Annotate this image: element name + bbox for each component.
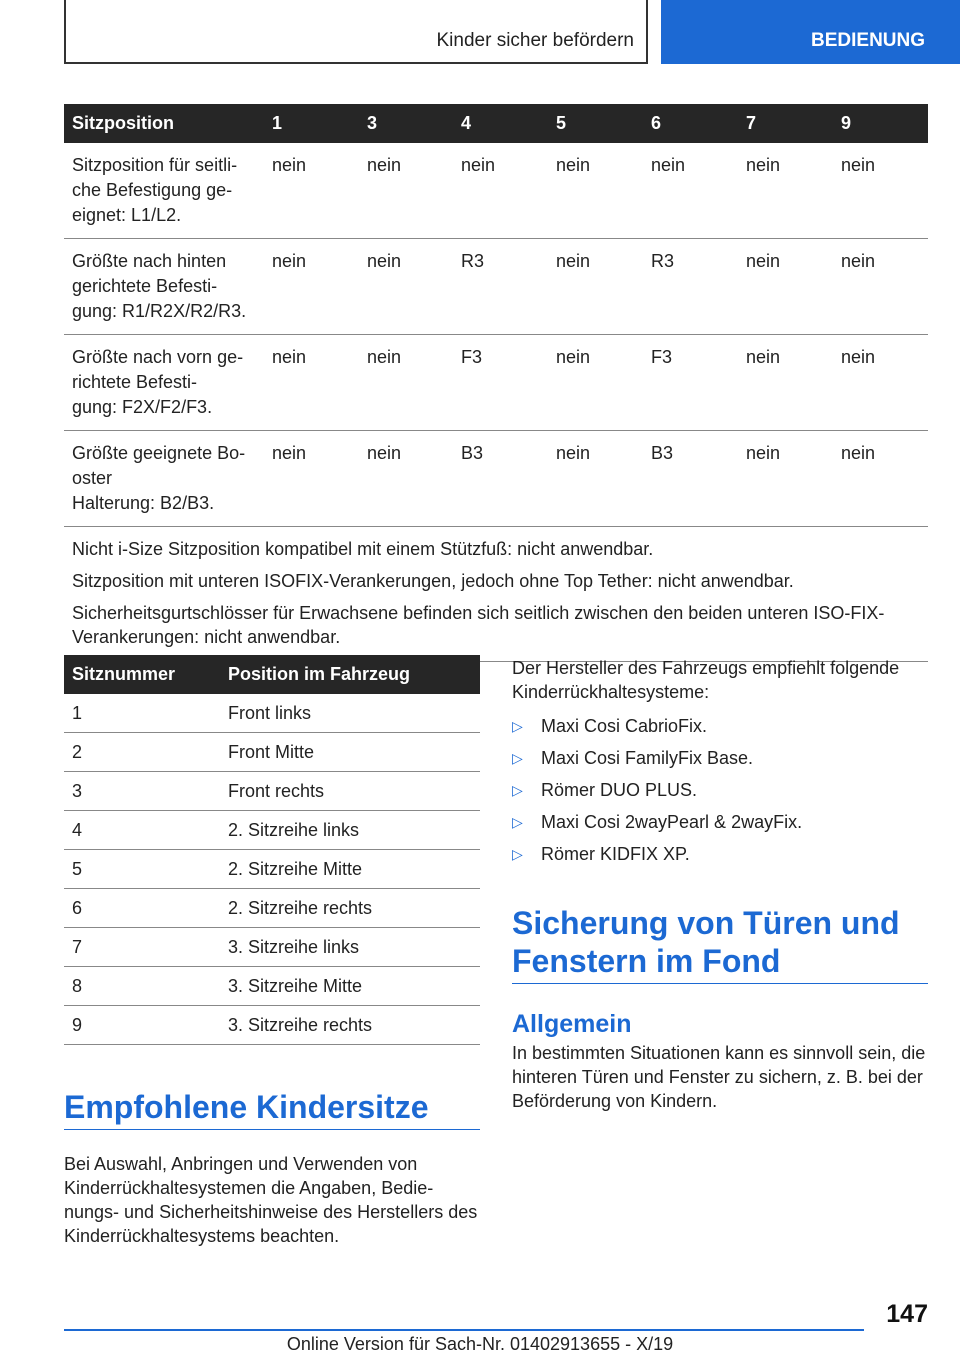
table-cell: nein (548, 239, 643, 335)
list-item-text: Maxi Cosi CabrioFix. (541, 716, 708, 736)
col-header: 6 (643, 104, 738, 143)
table-cell: nein (833, 431, 928, 527)
col-header: 9 (833, 104, 928, 143)
seat-number: 9 (64, 1006, 220, 1045)
table-cell: nein (738, 143, 833, 239)
seat-number: 2 (64, 733, 220, 772)
table-cell: nein (548, 431, 643, 527)
seat-table-header (64, 655, 480, 694)
allgemein-section (512, 1010, 928, 1113)
isofix-table-row (64, 239, 928, 335)
list-item (512, 746, 928, 770)
table-cell: nein (359, 431, 453, 527)
table-cell: nein (264, 431, 359, 527)
seat-position: Front links (220, 694, 480, 733)
table-cell: R3 (453, 239, 548, 335)
seat-number: 6 (64, 889, 220, 928)
seat-table-row (64, 967, 480, 1006)
triangle-right-icon: ▷ (512, 814, 523, 830)
seat-table-row (64, 1006, 480, 1045)
seat-number: 8 (64, 967, 220, 1006)
table-cell: F3 (643, 335, 738, 431)
seat-table-row (64, 694, 480, 733)
col-header: Sitznummer (64, 655, 220, 694)
recommendation-section (512, 656, 928, 874)
table-cell: R3 (643, 239, 738, 335)
isofix-note: Sitzposition mit unteren ISOFIX-Verankerungen, jedoch ohne Top Tether: nicht anwendbar. (72, 571, 794, 591)
isofix-table (64, 104, 928, 662)
recommendation-intro: Der Hersteller des Fahrzeugs empfiehlt folgende Kinderrückhaltesysteme: (512, 658, 900, 702)
isofix-note: Nicht i-Size Sitzposition kompatibel mit einem Stützfuß: nicht anwendbar. (72, 539, 654, 559)
table-cell: nein (833, 239, 928, 335)
seat-position: 2. Sitzreihe rechts (220, 889, 480, 928)
seat-position: 2. Sitzreihe links (220, 811, 480, 850)
isofix-table-row (64, 335, 928, 431)
list-item-text: Römer DUO PLUS. (541, 780, 698, 800)
heading-rule (64, 1129, 480, 1130)
isofix-notes (64, 527, 928, 662)
isofix-table-row (64, 431, 928, 527)
seat-table-row (64, 733, 480, 772)
list-item-text: Römer KIDFIX XP. (541, 844, 690, 864)
seat-table-row (64, 850, 480, 889)
table-cell: nein (359, 335, 453, 431)
table-cell: nein (833, 143, 928, 239)
row-label: Größte nach hinten gerichtete Befesti- gung: R1/R2X/R2/R3. (64, 239, 264, 335)
table-cell: nein (264, 335, 359, 431)
table-cell: nein (453, 143, 548, 239)
col-header: Position im Fahrzeug (220, 655, 480, 694)
table-cell: F3 (453, 335, 548, 431)
heading-rule (512, 983, 928, 984)
isofix-table-row (64, 143, 928, 239)
col-header: 7 (738, 104, 833, 143)
col-header: 3 (359, 104, 453, 143)
table-cell: nein (548, 143, 643, 239)
empfohlene-body: Bei Auswahl, Anbringen und Verwenden von Kinderrückhaltesystemen die Angaben, Bedie-nungs- und Sicherheitshinweise des Herstellers des Kinderrückhaltesystems beachten. (64, 1154, 478, 1246)
table-cell: B3 (453, 431, 548, 527)
seat-position: Front rechts (220, 772, 480, 811)
empfohlene-heading: Empfohlene Kindersitze (64, 1089, 429, 1125)
isofix-notes-row (64, 527, 928, 662)
footer-rule (64, 1329, 864, 1331)
seat-number-table (64, 655, 480, 1045)
seat-position: 2. Sitzreihe Mitte (220, 850, 480, 889)
seat-number: 1 (64, 694, 220, 733)
allgemein-heading: Allgemein (512, 1010, 632, 1038)
list-item (512, 778, 928, 802)
col-header: 4 (453, 104, 548, 143)
seat-position: Front Mitte (220, 733, 480, 772)
triangle-right-icon: ▷ (512, 846, 523, 862)
header-section-title: Kinder sicher befördern (436, 30, 634, 51)
seat-position: 3. Sitzreihe links (220, 928, 480, 967)
table-cell: nein (738, 335, 833, 431)
seat-table-row (64, 889, 480, 928)
triangle-right-icon: ▷ (512, 782, 523, 798)
seat-table-row (64, 772, 480, 811)
triangle-right-icon: ▷ (512, 718, 523, 734)
sicherung-section (512, 904, 928, 980)
table-cell: nein (264, 239, 359, 335)
list-item-text: Maxi Cosi FamilyFix Base. (541, 748, 754, 768)
list-item (512, 810, 928, 834)
table-cell: B3 (643, 431, 738, 527)
seat-number: 5 (64, 850, 220, 889)
header-chapter-tab[interactable] (661, 0, 960, 64)
row-label: Größte geeignete Bo- oster Halterung: B2/B3. (64, 431, 264, 527)
row-label: Sitzposition für seitli- che Befestigung ge- eignet: L1/L2. (64, 143, 264, 239)
isofix-table-header (64, 104, 928, 143)
table-cell: nein (738, 239, 833, 335)
empfohlene-section (64, 1088, 480, 1126)
table-cell: nein (359, 143, 453, 239)
seat-number: 3 (64, 772, 220, 811)
table-cell: nein (833, 335, 928, 431)
list-item (512, 842, 928, 866)
seat-position: 3. Sitzreihe Mitte (220, 967, 480, 1006)
seat-position: 3. Sitzreihe rechts (220, 1006, 480, 1045)
seat-table-row (64, 928, 480, 967)
seat-number: 4 (64, 811, 220, 850)
table-cell: nein (359, 239, 453, 335)
col-header: Sitzposition (64, 104, 264, 143)
recommendation-list (512, 714, 928, 866)
table-cell: nein (738, 431, 833, 527)
table-cell: nein (548, 335, 643, 431)
col-header: 5 (548, 104, 643, 143)
table-cell: nein (643, 143, 738, 239)
seat-number: 7 (64, 928, 220, 967)
allgemein-body: In bestimmten Situationen kann es sinnvoll sein, die hinteren Türen und Fenster zu sichern, z. B. bei der Beförderung von Kindern. (512, 1043, 926, 1111)
header-chapter-label: BEDIENUNG (811, 30, 926, 51)
isofix-note: Sicherheitsgurtschlösser für Erwachsene befinden sich seitlich zwischen den beiden unteren ISO-FIX-Verankerungen: nicht anwendbar. (72, 603, 885, 647)
page-number: 147 (886, 1300, 928, 1328)
empfohlene-body-wrap (64, 1152, 480, 1248)
sicherung-heading: Sicherung von Türen und Fenstern im Fond (512, 905, 900, 979)
header-section-box (64, 0, 648, 64)
footer-text: Online Version für Sach-Nr. 01402913655 - X/19 (286, 1334, 674, 1354)
table-cell: nein (264, 143, 359, 239)
seat-table-row (64, 811, 480, 850)
list-item (512, 714, 928, 738)
list-item-text: Maxi Cosi 2wayPearl & 2wayFix. (541, 812, 803, 832)
triangle-right-icon: ▷ (512, 750, 523, 766)
col-header: 1 (264, 104, 359, 143)
row-label: Größte nach vorn ge- richtete Befesti- gung: F2X/F2/F3. (64, 335, 264, 431)
